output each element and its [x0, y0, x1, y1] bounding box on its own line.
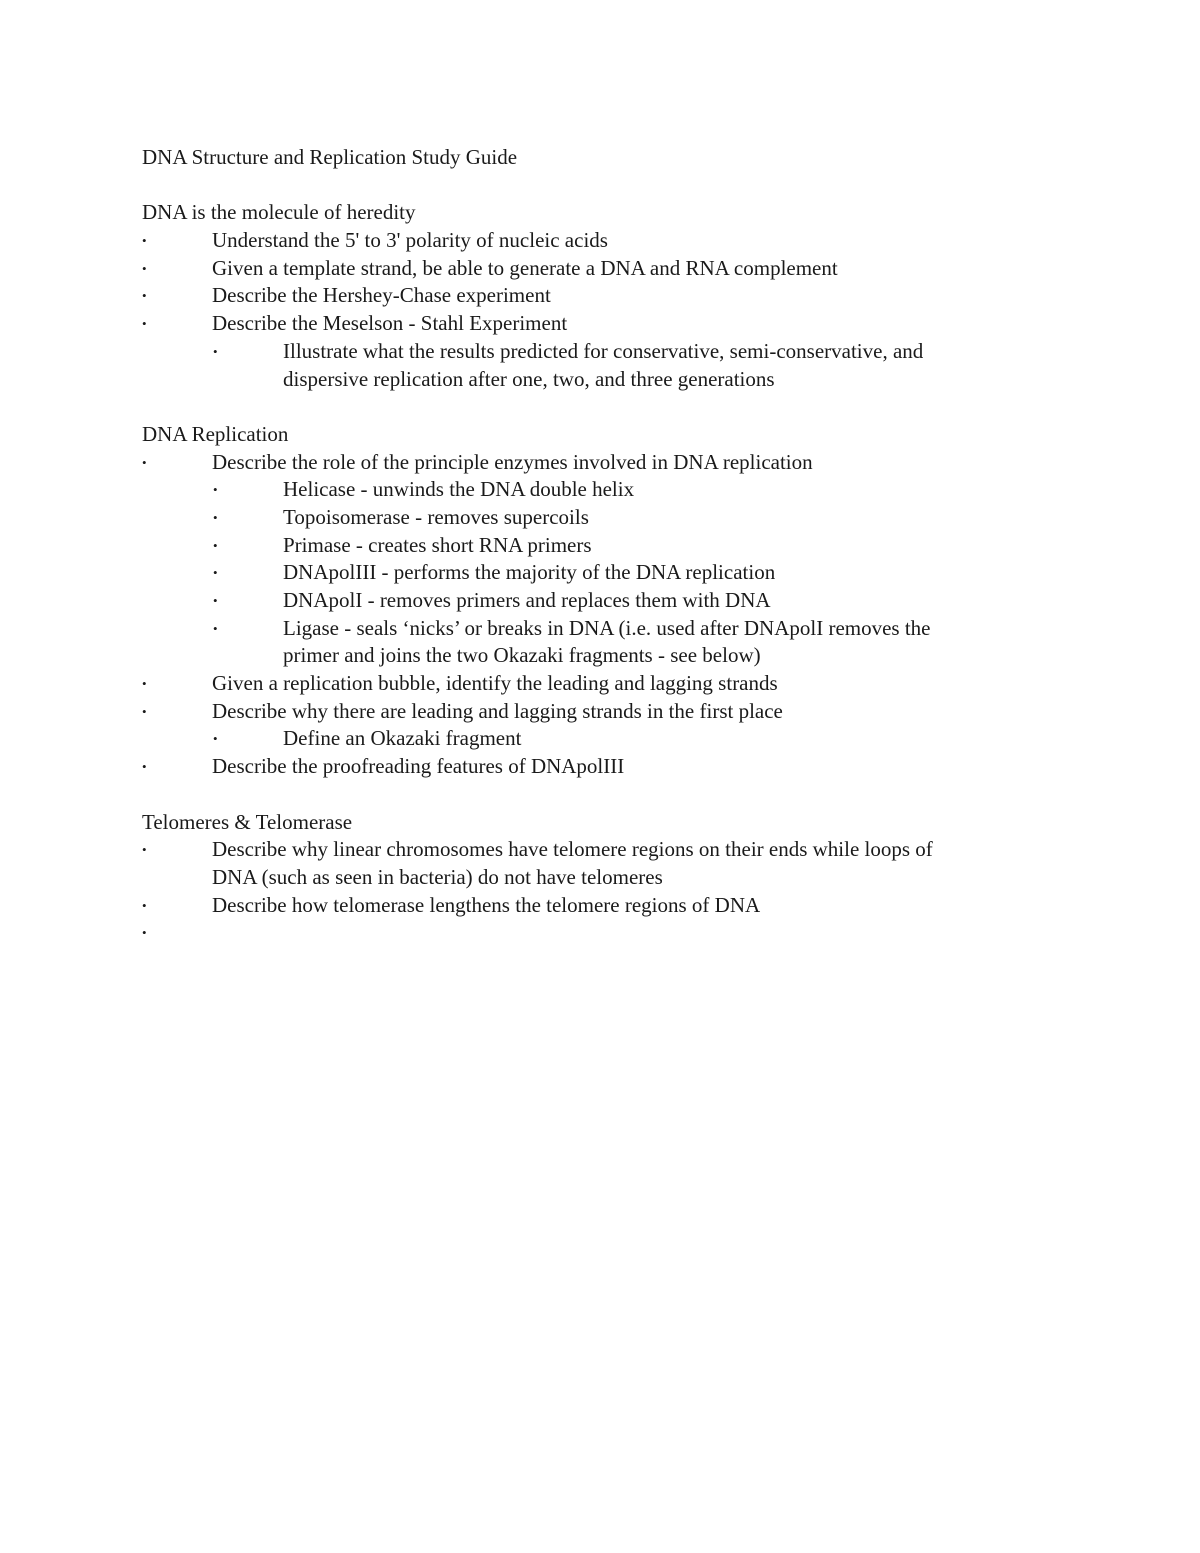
bullet-icon: •: [213, 593, 218, 608]
bullet-icon: •: [142, 925, 147, 941]
bullet-icon: •: [142, 454, 147, 470]
list-item: • Describe the role of the principle enzymes involved in DNA replication: [142, 449, 1042, 477]
sub-list-item: • Illustrate what the results predicted for conservative, semi-conservative, and: [142, 338, 1042, 366]
bullet-icon: •: [142, 676, 147, 692]
spacer: [142, 172, 1042, 200]
list-item: • Describe the Hershey-Chase experiment: [142, 282, 1042, 310]
bullet-icon: •: [142, 288, 147, 304]
section-heading-telomeres: Telomeres & Telomerase: [142, 809, 353, 834]
sub-list-item: • Primase - creates short RNA primers: [142, 532, 1042, 560]
sub-list-item-continuation: primer and joins the two Okazaki fragments - see below): [283, 643, 761, 668]
list-item: • Describe why there are leading and lagging strands in the first place: [142, 698, 1042, 726]
list-item: • Describe how telomerase lengthens the telomere regions of DNA: [142, 892, 1042, 920]
sub-list-item: • DNApolI - removes primers and replaces them with DNA: [142, 587, 1042, 615]
bullet-icon: •: [213, 343, 218, 359]
section-heading-replication: DNA Replication: [142, 421, 289, 446]
document-content: [142, 144, 1042, 947]
list-item: • Understand the 5' to 3' polarity of nucleic acids: [142, 227, 1042, 255]
bullet-icon: •: [213, 509, 218, 525]
bullet-icon: •: [213, 482, 218, 498]
spacer: [142, 393, 1042, 421]
list-item: • Describe the proofreading features of DNApolIII: [142, 753, 1042, 781]
spacer: [142, 781, 1042, 809]
list-item: • Given a template strand, be able to generate a DNA and RNA complement: [142, 255, 1042, 283]
list-item-empty: [142, 919, 1042, 947]
bullet-icon: •: [142, 897, 147, 913]
sub-list-item: • Ligase - seals ‘nicks’ or breaks in DNA (i.e. used after DNApolI removes the: [142, 615, 1042, 643]
sub-list-item: • Helicase - unwinds the DNA double helix: [142, 476, 1042, 504]
sub-list-item-continuation: dispersive replication after one, two, and three generations: [283, 366, 775, 391]
bullet-icon: •: [213, 565, 218, 581]
bullet-icon: •: [142, 842, 147, 858]
bullet-icon: •: [213, 620, 218, 636]
list-item: • Given a replication bubble, identify the leading and lagging strands: [142, 670, 1042, 698]
list-item: • Describe the Meselson - Stahl Experiment: [142, 310, 1042, 338]
document-title: DNA Structure and Replication Study Guide: [142, 145, 518, 169]
list-item: • Describe why linear chromosomes have telomere regions on their ends while loops of: [142, 836, 1042, 864]
bullet-icon: •: [142, 703, 147, 719]
bullet-icon: •: [142, 759, 147, 775]
sub-list-item: • Define an Okazaki fragment: [142, 725, 1042, 753]
sub-list-item: • DNApolIII - performs the majority of the DNA replication: [142, 559, 1042, 587]
bullet-icon: •: [142, 316, 147, 332]
bullet-icon: •: [142, 260, 147, 276]
section-heading-heredity: DNA is the molecule of heredity: [142, 200, 416, 225]
list-item-continuation: DNA (such as seen in bacteria) do not have telomeres: [212, 864, 663, 889]
sub-list-item: • Topoisomerase - removes supercoils: [142, 504, 1042, 532]
bullet-icon: •: [213, 537, 218, 553]
bullet-icon: •: [213, 731, 218, 747]
bullet-icon: •: [142, 233, 147, 249]
